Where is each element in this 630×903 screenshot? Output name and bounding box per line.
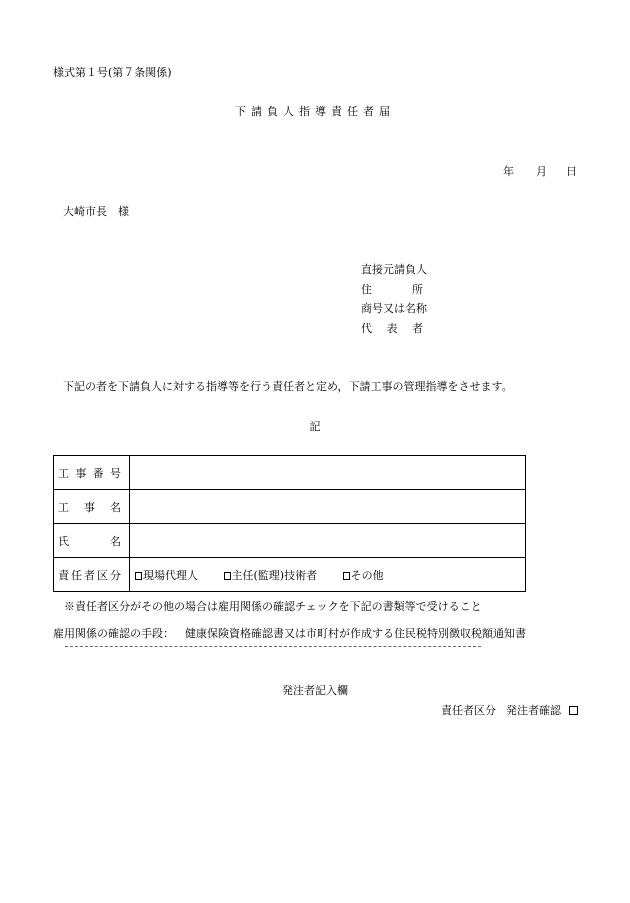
- address-char-2: 所: [412, 283, 423, 296]
- construction-name-field[interactable]: [130, 490, 526, 524]
- label-construction-number: [54, 456, 130, 490]
- label-char: 責: [58, 568, 69, 582]
- checkbox-icon[interactable]: [224, 572, 231, 580]
- table-row: [54, 558, 526, 592]
- document-title: 下請負人指導責任者届: [235, 105, 395, 118]
- label-char: 事: [75, 466, 87, 480]
- label-person-name: [54, 524, 130, 558]
- option-label: その他: [350, 568, 384, 582]
- divider: [65, 646, 481, 647]
- construction-number-field[interactable]: [130, 456, 526, 490]
- applicant-address-label: [361, 284, 423, 295]
- responsible-category-options: [130, 558, 526, 592]
- applicant-trade-name-label: 商号又は名称: [361, 302, 427, 315]
- date-day: 日: [566, 165, 577, 178]
- checkbox-icon[interactable]: [135, 572, 142, 580]
- label-char: 工: [58, 466, 69, 480]
- label-char: 事: [84, 500, 95, 514]
- date-month: 月: [536, 165, 547, 178]
- label-responsible-category: [54, 558, 130, 592]
- label-char: 名: [110, 534, 121, 548]
- client-category-label: 責任者区分: [441, 704, 496, 717]
- label-construction-name: [54, 490, 130, 524]
- label-char: 名: [110, 500, 121, 514]
- label-char: 任: [71, 568, 82, 582]
- label-char: 者: [84, 568, 95, 582]
- option-label: 現場代理人: [143, 568, 198, 582]
- responsible-person-table: [53, 455, 526, 592]
- addressee: 大崎市長 様: [63, 205, 129, 218]
- confirmation-method-text: 健康保険資格確認書又は市町村が作成する住民税特別徴収税額通知書: [185, 627, 526, 640]
- label-char: 分: [110, 568, 121, 582]
- option-site-agent[interactable]: [135, 567, 198, 583]
- applicant-representative-label: [361, 323, 423, 334]
- label-char: 号: [109, 466, 121, 480]
- applicant-title: 直接元請負人: [361, 263, 427, 276]
- rep-char-2: 表: [386, 322, 398, 335]
- client-confirm-label: 発注者確認: [506, 704, 561, 717]
- form-number: 様式第１号(第７条関係): [53, 66, 172, 79]
- rep-char-1: 代: [361, 322, 372, 335]
- category-note: ※責任者区分がその他の場合は雇用関係の確認チェックを下記の書類等で受けること: [64, 600, 482, 613]
- label-char: 工: [58, 500, 69, 514]
- option-label: 主任(監理)技術者: [231, 568, 318, 582]
- label-char: 氏: [58, 534, 69, 548]
- ki-heading: 記: [309, 420, 321, 433]
- intro-text: 下記の者を下請負人に対する指導等を行う責任者と定め，下請工事の管理指導をさせます。: [63, 380, 513, 393]
- option-chief-engineer[interactable]: [224, 567, 318, 583]
- client-confirmation-row: [441, 705, 578, 716]
- table-row: [54, 490, 526, 524]
- client-section-title: 発注者記入欄: [282, 684, 348, 697]
- label-char: 区: [97, 568, 108, 582]
- table-row: [54, 524, 526, 558]
- table-row: [54, 456, 526, 490]
- date-year: 年: [503, 165, 514, 178]
- option-other[interactable]: [343, 567, 384, 583]
- rep-char-3: 者: [412, 322, 423, 335]
- checkbox-icon[interactable]: [343, 572, 350, 580]
- label-char: 番: [92, 466, 104, 480]
- confirmation-method-label: 雇用関係の確認の手段：: [53, 627, 174, 640]
- address-char-1: 住: [361, 283, 372, 296]
- person-name-field[interactable]: [130, 524, 526, 558]
- client-confirm-checkbox[interactable]: [569, 706, 578, 715]
